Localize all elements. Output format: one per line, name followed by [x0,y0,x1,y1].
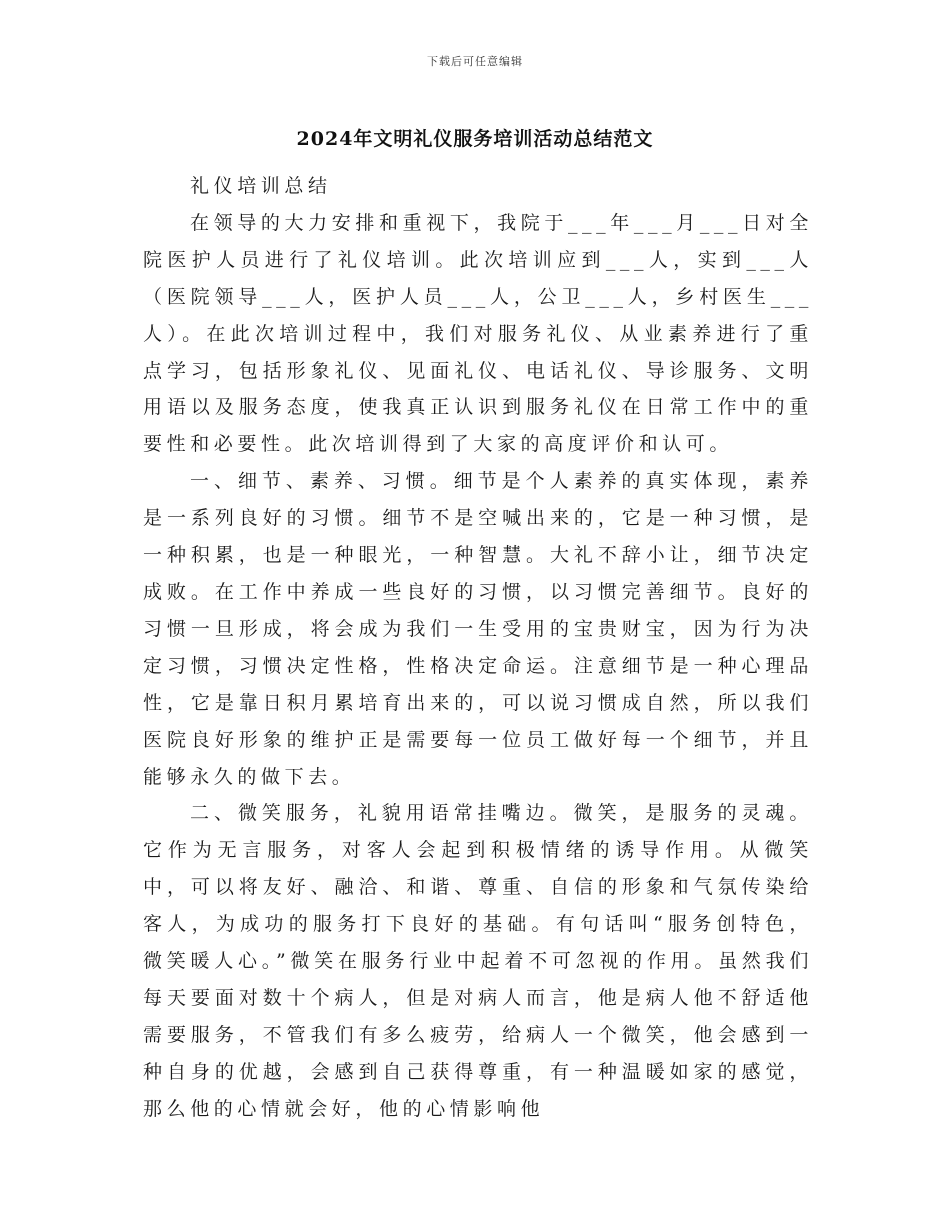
paragraph-section-2: 二、微笑服务，礼貌用语常挂嘴边。微笑，是服务的灵魂。它作为无言服务，对客人会起到积极情绪的诱导作用。从微笑中，可以将友好、融洽、和谐、尊重、自信的形象和气氛传染给客人，为成功的服务打下良好的基础。有句话叫“服务创特色，微笑暖人心。”微笑在服务行业中起着不可忽视的作用。虽然我们每天要面对数十个病人，但是对病人而言，他是病人他不舒适他需要服务，不管我们有多么疲劳，给病人一个微笑，他会感到一种自身的优越，会感到自己获得尊重，有一种温暖如家的感觉，那么他的心情就会好，他的心情影响他 [143,802,813,1120]
paragraph-section-1: 一、细节、素养、习惯。细节是个人素养的真实体现，素养是一系列良好的习惯。细节不是空喊出来的，它是一种习惯，是一种积累，也是一种眼光，一种智慧。大礼不辞小让，细节决定成败。在工作中养成一些良好的习惯，以习惯完善细节。良好的习惯一旦形成，将会成为我们一生受用的宝贵财宝，因为行为决定习惯，习惯决定性格，性格决定命运。注意细节是一种心理品性，它是靠日积月累培育出来的，可以说习惯成自然，所以我们医院良好形象的维护正是需要每一位员工做好每一个细节，并且能够永久的做下去。 [143,470,813,788]
document-title: 2024年文明礼仪服务培训活动总结范文 [296,128,654,150]
page-header-note: 下载后可任意编辑 [427,55,523,68]
document-body [143,168,813,1128]
section-subtitle: 礼仪培训总结 [190,175,332,197]
paragraph-intro: 在领导的大力安排和重视下，我院于___年___月___日对全院医护人员进行了礼仪培训。此次培训应到___人，实到___人（医院领导___人，医护人员___人，公卫___人，乡村医生___人）。在此次培训过程中，我们对服务礼仪、从业素养进行了重点学习，包括形象礼仪、见面礼仪、电话礼仪、导诊服务、文明用语以及服务态度，使我真正认识到服务礼仪在日常工作中的重要性和必要性。此次培训得到了大家的高度评价和认可。 [143,211,813,456]
